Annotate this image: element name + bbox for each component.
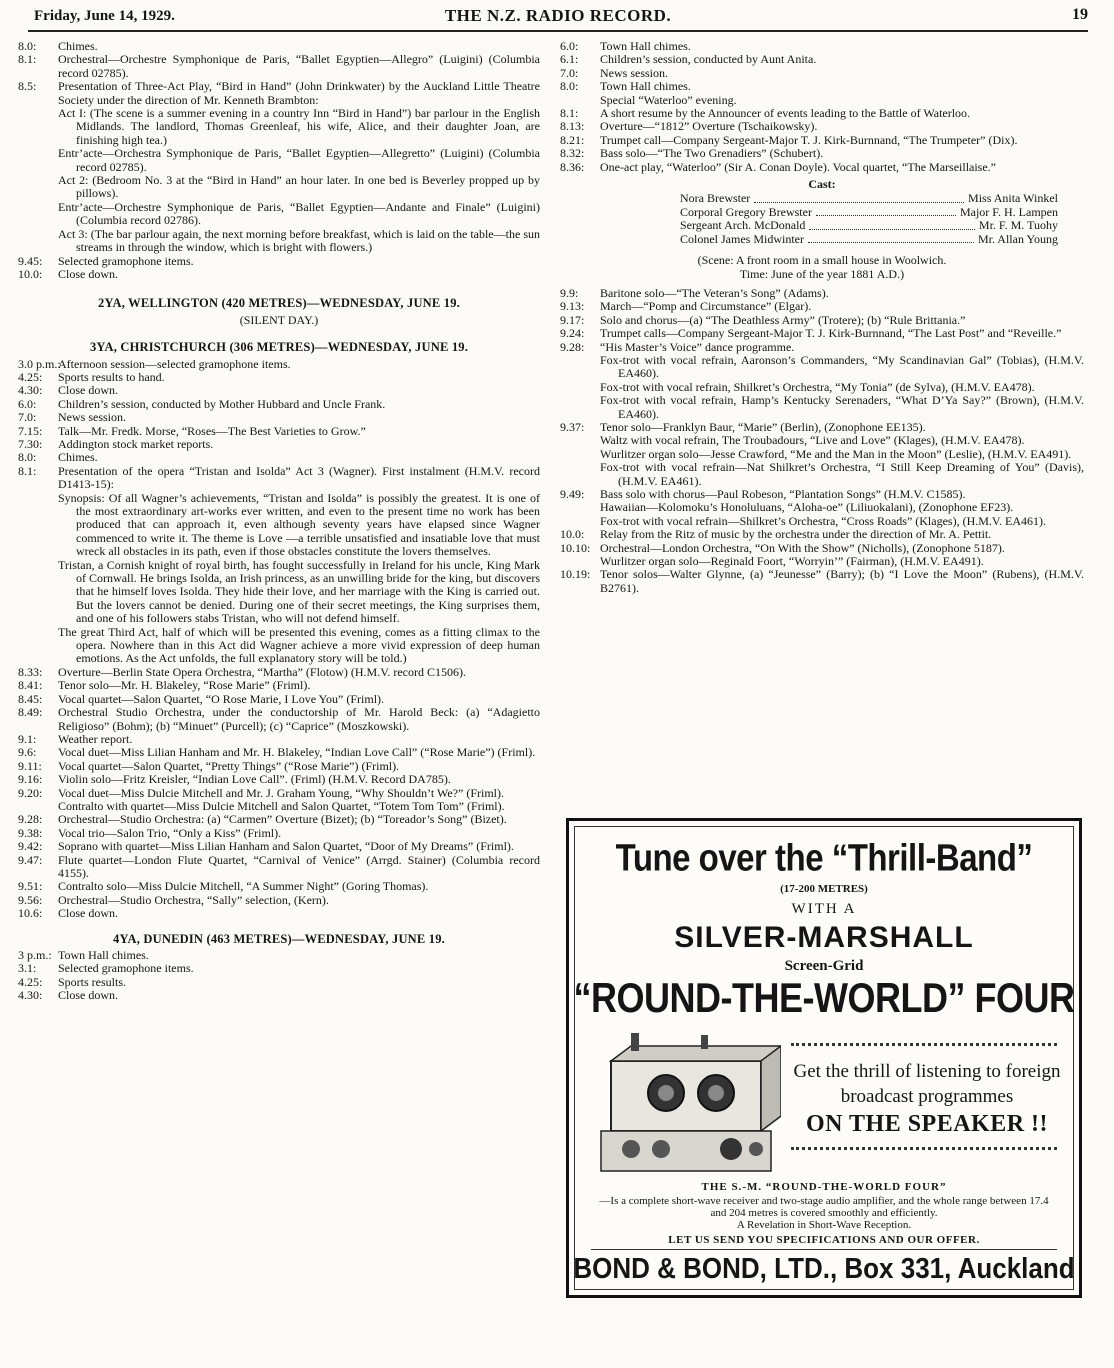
cast-leader-dots bbox=[816, 206, 956, 216]
entry-time: 7.0: bbox=[560, 65, 579, 80]
entry-text: Close down. bbox=[58, 906, 118, 921]
entry-text: Orchestral—Studio Orchestra: (a) “Carmen” Overture (Bizet); (b) “Toreador’s Song” (Bizet). bbox=[58, 812, 507, 827]
entry-text: Overture—“1812” Overture (Tschaikowsky). bbox=[600, 119, 818, 134]
entry-time: 6.0: bbox=[18, 396, 37, 411]
cast-actor: Mr. Allan Young bbox=[977, 231, 1058, 246]
programme-entry bbox=[560, 300, 1084, 313]
entry-time: 9.47: bbox=[18, 852, 43, 867]
header-title: THE N.Z. RADIO RECORD. bbox=[444, 6, 672, 25]
entry-time: 8.36: bbox=[560, 159, 585, 174]
entry-time: 9.37: bbox=[560, 419, 585, 434]
ad-with: WITH A bbox=[791, 901, 857, 917]
dunedin-evening-d bbox=[560, 421, 1084, 434]
page-number: 19 bbox=[1072, 6, 1088, 23]
cast-actor: Miss Anita Winkel bbox=[968, 191, 1058, 206]
entry-time: 9.16: bbox=[18, 772, 43, 787]
entry-text: Town Hall chimes. bbox=[600, 79, 691, 94]
entry-text: Selected gramophone items. bbox=[58, 961, 194, 976]
entry-time: 9.20: bbox=[18, 785, 43, 800]
dunedin-evening-c bbox=[560, 287, 1084, 354]
ad-sm-body: —Is a complete short-wave receiver and two-stage audio amplifier, and the whole range between 17.4 and 204 metres is covered smoothly and efficiently. bbox=[599, 1195, 1049, 1219]
programme-entry bbox=[18, 465, 540, 492]
entry-text: Children’s session, conducted by Mother Hubbard and Uncle Frank. bbox=[58, 396, 386, 411]
programme-note: Fox-trot with vocal refrain—Nat Shilkret’s Orchestra, “I Still Keep Dreaming of You” (Davis), (H.M.V. EA461). bbox=[600, 460, 1084, 488]
dunedin-evening-b bbox=[560, 107, 1084, 174]
entry-time: 4.30: bbox=[18, 383, 43, 398]
programme-entry bbox=[18, 398, 540, 411]
entry-text: Sports results to hand. bbox=[58, 369, 165, 384]
entry-time: 4.25: bbox=[18, 369, 43, 384]
entry-text: Chimes. bbox=[58, 39, 98, 53]
entry-time: 9.45: bbox=[18, 253, 43, 268]
entry-time: 3.1: bbox=[18, 961, 37, 976]
silver-marshall-advertisement bbox=[566, 818, 1082, 1298]
entry-text: Presentation of the opera “Tristan and Isolda” Act 3 (Wagner). First instalment (H.M.V. record D1413-15): bbox=[58, 463, 540, 492]
entry-text: News session. bbox=[600, 65, 668, 80]
entry-text: Orchestral—Studio Orchestra, “Sally” selection, (Kern). bbox=[58, 892, 329, 907]
entry-time: 9.6: bbox=[18, 745, 37, 760]
programme-entry bbox=[18, 358, 540, 371]
programme-note: Fox-trot with vocal refrain, Shilkret’s Orchestra, “My Tonia” (de Sylva), (H.M.V. EA478). bbox=[600, 379, 1035, 394]
cast-row bbox=[680, 233, 1058, 246]
entry-time: 7.0: bbox=[18, 410, 37, 425]
entry-text: News session. bbox=[58, 410, 126, 425]
programme-note: Act 3: (The bar parlour again, the next morning before breakfast, which is laid on the table—the sun streams in through the window, which is bright with flowers.) bbox=[58, 226, 540, 255]
cast-role: Corporal Gregory Brewster bbox=[680, 204, 812, 219]
entry-text: Close down. bbox=[58, 383, 118, 398]
entry-time: 9.17: bbox=[560, 312, 585, 327]
programme-entry bbox=[560, 421, 1084, 434]
programme-entry bbox=[560, 120, 1084, 133]
programme-entry bbox=[18, 949, 540, 962]
entry-time: 7.15: bbox=[18, 423, 43, 438]
cast-leader-dots bbox=[808, 233, 974, 243]
entry-time: 6.0: bbox=[560, 39, 579, 53]
programme-entry bbox=[18, 268, 540, 281]
programme-note: Entr’acte—Orchestra Symphonique de Paris, “Ballet Egyptien—Allegretto” (Luigini) (Columbia record 02785). bbox=[58, 146, 540, 174]
cast-role: Colonel James Midwinter bbox=[680, 231, 804, 246]
entry-time: 10.6: bbox=[18, 906, 43, 921]
programme-entry bbox=[18, 371, 540, 384]
programme-entry bbox=[18, 40, 540, 53]
programme-note: Wurlitzer organ solo—Reginald Foort, “Worryin’” (Fairman), (H.M.V. EA491). bbox=[600, 554, 984, 569]
programme-entry bbox=[560, 40, 1084, 53]
programme-note: Waltz with vocal refrain, The Troubadours, “Live and Love” (Klages), (H.M.V. EA478). bbox=[600, 433, 1025, 448]
entry-text: Solo and chorus—(a) “The Deathless Army” (Trotere); (b) “Rule Brittania.” bbox=[600, 312, 966, 327]
programme-entry bbox=[560, 134, 1084, 147]
entry-text: March—“Pomp and Circumstance” (Elgar). bbox=[600, 299, 812, 314]
entry-text: Violin solo—Fritz Kreisler, “Indian Love Call”. (Friml) (H.M.V. Record DA785). bbox=[58, 772, 451, 787]
entry-time: 9.28: bbox=[560, 339, 585, 354]
ad-company-divider bbox=[591, 1249, 1057, 1250]
entry-text: Town Hall chimes. bbox=[600, 39, 691, 53]
programme-entry bbox=[18, 840, 540, 853]
programme-note: Fox-trot with vocal refrain—Shilkret’s Orchestra, “Cross Roads” (Klages), (H.M.V. EA461). bbox=[600, 513, 1047, 528]
wellington-heading: 2YA, WELLINGTON (420 METRES)—WEDNESDAY, JUNE 19. bbox=[98, 296, 460, 311]
radio-receiver-illustration bbox=[591, 1031, 781, 1181]
entry-text: Weather report. bbox=[58, 731, 133, 746]
entry-text: Tenor solo—Franklyn Baur, “Marie” (Berlin), (Zonophone EE135). bbox=[600, 419, 926, 434]
programme-entry bbox=[560, 107, 1084, 120]
entry-text: Town Hall chimes. bbox=[58, 948, 149, 962]
christchurch-programme-b bbox=[18, 666, 540, 800]
entry-text: Orchestral Studio Orchestra, under the conductorship of Mr. Harold Beck: (a) “Adagietto Religioso” (Bohm); (b) “Minuet” (Purcell); (c) “Caprice” (Moszkowski). bbox=[58, 705, 540, 733]
programme-entry bbox=[18, 425, 540, 438]
programme-note: Wurlitzer organ solo—Jesse Crawford, “Me and the Man in the Moon” (Leslie), (H.M.V. EA491). bbox=[600, 446, 1072, 461]
entry-text: Vocal quartet—Salon Quartet, “O Rose Marie, I Love You” (Friml). bbox=[58, 691, 385, 706]
ad-headline: Tune over the “Thrill-Band” bbox=[615, 836, 1033, 879]
programme-entry bbox=[18, 451, 540, 464]
programme-entry bbox=[18, 706, 540, 733]
dunedin-evening-g bbox=[560, 568, 1084, 595]
entry-time: 9.13: bbox=[560, 299, 585, 314]
programme-entry bbox=[18, 384, 540, 397]
entry-time: 9.1: bbox=[18, 731, 37, 746]
scene-note: (Scene: A front room in a small house in Woolwich. bbox=[697, 253, 947, 268]
programme-entry bbox=[18, 255, 540, 268]
programme-entry bbox=[560, 488, 1084, 501]
entry-time: 10.0: bbox=[18, 266, 43, 281]
entry-text: Afternoon session—selected gramophone items. bbox=[58, 356, 291, 371]
entry-text: Orchestral—Orchestre Symphonique de Paris, “Ballet Egyptien—Allegro” (Luigini) (Columbia record 02785). bbox=[58, 52, 540, 80]
entry-text: One-act play, “Waterloo” (Sir A. Conan Doyle). Vocal quartet, “The Marseillaise.” bbox=[600, 159, 997, 174]
programme-entry bbox=[18, 773, 540, 786]
cast-actor: Major F. H. Lampen bbox=[959, 204, 1058, 219]
programme-entry bbox=[560, 80, 1084, 93]
entry-time: 10.10: bbox=[560, 540, 591, 555]
programme-entry bbox=[18, 962, 540, 975]
ad-call-to-action: LET US SEND YOU SPECIFICATIONS AND OUR OFFER. bbox=[668, 1234, 980, 1246]
programme-entry bbox=[18, 907, 540, 920]
auckland-programme-a bbox=[18, 40, 540, 107]
entry-text: Tenor solos—Walter Glynne, (a) “Jeunesse” (Barry); (b) “I Love the Moon” (Rubens), (H.M.V. B2761). bbox=[600, 567, 1084, 595]
wellington-silent-day: (SILENT DAY.) bbox=[239, 312, 319, 327]
entry-text: Flute quartet—London Flute Quartet, “Carnival of Venice” (Arrgd. Stainer) (Columbia record 4155). bbox=[58, 852, 540, 880]
entry-text: Talk—Mr. Fredk. Morse, “Roses—The Best Varieties to Grow.” bbox=[58, 423, 366, 438]
programme-entry bbox=[18, 733, 540, 746]
entry-time: 7.30: bbox=[18, 436, 43, 451]
programme-note: Hawaiian—Kolomoku’s Honoluluans, “Aloha-oe” (Liliuokalani), (Zonophone EF23). bbox=[600, 500, 1014, 515]
entry-time: 8.1: bbox=[18, 52, 37, 67]
cast-row bbox=[680, 206, 1058, 219]
entry-time: 9.24: bbox=[560, 326, 585, 341]
entry-text: Children’s session, conducted by Aunt Anita. bbox=[600, 52, 817, 67]
dunedin-evening-e bbox=[560, 488, 1084, 501]
programme-note: Tristan, a Cornish knight of royal birth, has fought successfully in Ireland for his uncle, King Mark of Cornwall. He brings Isolda, an Irish princess, as an unwilling bride for the king, but discovers that he himself loves Isolda. They hide their love, and her marriage with the King is carried out. But the lovers cannot be denied. During one of their secret meetings, the King surprises them, and one of his followers stabs Tristan, who will not defend himself. bbox=[58, 557, 540, 626]
entry-text: Baritone solo—“The Veteran’s Song” (Adams). bbox=[600, 285, 829, 300]
programme-entry bbox=[18, 438, 540, 451]
christchurch-programme-a bbox=[18, 358, 540, 492]
dance-programme-d bbox=[560, 555, 1084, 568]
cast-heading: Cast: bbox=[808, 177, 836, 192]
ad-metres: (17-200 METRES) bbox=[780, 883, 868, 895]
programme-entry bbox=[560, 568, 1084, 595]
dunedin-heading: 4YA, DUNEDIN (463 METRES)—WEDNESDAY, JUNE 19. bbox=[113, 931, 445, 946]
programme-entry bbox=[560, 53, 1084, 66]
entry-time: 6.1: bbox=[560, 52, 579, 67]
entry-time: 8.13: bbox=[560, 119, 585, 134]
christchurch-heading: 3YA, CHRISTCHURCH (306 METRES)—WEDNESDAY, JUNE 19. bbox=[89, 340, 469, 355]
auckland-play-acts bbox=[18, 107, 540, 254]
entry-text: Soprano with quartet—Miss Lilian Hanham and Salon Quartet, “Door of My Dreams” (Friml). bbox=[58, 839, 514, 854]
programme-entry bbox=[18, 880, 540, 893]
programme-entry bbox=[560, 287, 1084, 300]
entry-time: 8.0: bbox=[18, 39, 37, 53]
entry-text: Sports results. bbox=[58, 974, 127, 989]
programme-entry bbox=[18, 813, 540, 826]
entry-time: 8.0: bbox=[560, 79, 579, 94]
programme-note: Act I: (The scene is a summer evening in a country Inn “Bird in Hand”) bar parlour in the English Midlands. The landlord, Thomas Greenleaf, his wife, Alice, and their daughter Joan, are finishing high tea.) bbox=[58, 106, 540, 147]
entry-text: Trumpet calls—Company Sergeant-Major T. J. Kirk-Burnnand, “The Last Post” and “Reveille.” bbox=[600, 326, 1062, 341]
programme-entry bbox=[560, 542, 1084, 555]
programme-entry bbox=[560, 161, 1084, 174]
entry-time: 9.28: bbox=[18, 812, 43, 827]
entry-time: 3.0 p.m.: bbox=[18, 356, 61, 371]
dance-programme-a bbox=[560, 354, 1084, 421]
christchurch-programme-c bbox=[18, 813, 540, 920]
ad-on-the-speaker: ON THE SPEAKER !! bbox=[805, 1111, 1049, 1137]
waterloo-special: Special “Waterloo” evening. bbox=[600, 92, 737, 107]
programme-entry bbox=[18, 894, 540, 907]
entry-time: 8.41: bbox=[18, 678, 43, 693]
entry-text: Bass solo with chorus—Paul Robeson, “Plantation Songs” (H.M.V. C1585). bbox=[600, 487, 966, 501]
entry-text: Relay from the Ritz of music by the orchestra under the direction of Mr. A. Pettit. bbox=[600, 527, 992, 542]
entry-time: 9.42: bbox=[18, 839, 43, 854]
entry-time: 3 p.m.: bbox=[18, 948, 52, 962]
ad-dotted-rule-bottom bbox=[791, 1147, 1057, 1150]
programme-entry bbox=[560, 67, 1084, 80]
entry-text: Addington stock market reports. bbox=[58, 436, 214, 451]
entry-time: 9.51: bbox=[18, 879, 43, 894]
entry-text: Vocal quartet—Salon Quartet, “Pretty Things” (“Rose Marie”) (Friml). bbox=[58, 758, 400, 773]
programme-entry bbox=[18, 787, 540, 800]
christchurch-synopsis bbox=[18, 492, 540, 666]
cast-actor: Mr. F. M. Tuohy bbox=[978, 218, 1058, 233]
cast-row bbox=[680, 192, 1058, 205]
programme-entry bbox=[18, 53, 540, 80]
ad-company: BOND & BOND, LTD., Box 331, Auckland bbox=[573, 1251, 1075, 1285]
left-column bbox=[18, 40, 540, 1003]
entry-time: 10.19: bbox=[560, 567, 591, 582]
entry-text: Vocal trio—Salon Trio, “Only a Kiss” (Friml). bbox=[58, 825, 282, 840]
entry-text: Trumpet call—Company Sergeant-Major T. J. Kirk-Burnnand, “The Trumpeter” (Dix). bbox=[600, 132, 1018, 147]
programme-entry bbox=[560, 341, 1084, 354]
entry-time: 10.0: bbox=[560, 527, 585, 542]
entry-text: Contralto solo—Miss Dulcie Mitchell, “A Summer Night” (Goring Thomas). bbox=[58, 879, 429, 894]
entry-time: 8.45: bbox=[18, 691, 43, 706]
cast-row bbox=[680, 219, 1058, 232]
cast-list bbox=[560, 192, 1084, 246]
programme-entry bbox=[18, 666, 540, 679]
ad-product-name: “ROUND-THE-WORLD” FOUR bbox=[573, 973, 1075, 1021]
programme-entry bbox=[560, 147, 1084, 160]
ad-get-thrill: Get the thrill of listening to foreign broadcast programmes bbox=[793, 1061, 1061, 1107]
entry-time: 9.38: bbox=[18, 825, 43, 840]
entry-time: 9.56: bbox=[18, 892, 43, 907]
programme-entry bbox=[18, 760, 540, 773]
programme-entry bbox=[560, 327, 1084, 340]
dunedin-evening-f bbox=[560, 528, 1084, 555]
entry-time: 8.32: bbox=[560, 146, 585, 161]
cast-role: Sergeant Arch. McDonald bbox=[680, 218, 806, 233]
entry-text: Bass solo—“The Two Grenadiers” (Schubert). bbox=[600, 146, 824, 161]
entry-text: A short resume by the Announcer of events leading to the Battle of Waterloo. bbox=[600, 106, 971, 121]
entry-text: Orchestral—London Orchestra, “On With the Show” (Nicholls), (Zonophone 5187). bbox=[600, 540, 1005, 555]
programme-note: Act 2: (Bedroom No. 3 at the “Bird in Hand” an hour later. In one bed is Beverley propped up by pillows). bbox=[58, 173, 540, 201]
entry-text: Selected gramophone items. bbox=[58, 253, 194, 268]
entry-text: Chimes. bbox=[58, 450, 98, 465]
entry-time: 9.49: bbox=[560, 487, 585, 501]
entry-time: 4.25: bbox=[18, 974, 43, 989]
entry-time: 8.49: bbox=[18, 705, 43, 720]
cast-role: Nora Brewster bbox=[680, 191, 751, 206]
programme-note: Synopsis: Of all Wagner’s achievements, “Tristan and Isolda” is possibly the greatest. It is one of the most extraordinary art-works ever written, and even to the present time no work has been produced that can approach it, even although seventy years have elapsed since Wagner commenced to write it. The theme is Love —a terrible unsatisfied and insatiable love that must wreck all obstacles in its path, even if those obstacles constitute the lovers themselves. bbox=[58, 490, 540, 559]
entry-text: “His Master’s Voice” dance programme. bbox=[600, 339, 795, 354]
christchurch-contralto: Contralto with quartet—Miss Dulcie Mitchell and Salon Quartet, “Totem Tom Tom” (Friml). bbox=[58, 798, 505, 813]
programme-note: Entr’acte—Orchestre Symphonique de Paris, “Ballet Egyptien—Andante and Finale” (Luigini) (Columbia record 02786). bbox=[58, 199, 540, 228]
entry-text: Close down. bbox=[58, 266, 118, 281]
header-date: Friday, June 14, 1929. bbox=[34, 8, 175, 24]
entry-text: Vocal duet—Miss Dulcie Mitchell and Mr. J. Graham Young, “Why Shouldn’t We?” (Friml). bbox=[58, 785, 504, 800]
ad-brand: SILVER-MARSHALL bbox=[674, 921, 974, 954]
entry-text: Vocal duet—Miss Lilian Hanham and Mr. H. Blakeley, “Indian Love Call” (“Rose Marie”) (Friml). bbox=[58, 745, 536, 760]
programme-entry bbox=[18, 854, 540, 881]
programme-entry bbox=[18, 989, 540, 1002]
entry-text: Presentation of Three-Act Play, “Bird in Hand” (John Drinkwater) by the Auckland Little Theatre Society under the direction of Mr. Kenneth Brambton: bbox=[58, 79, 540, 107]
dance-programme-b bbox=[560, 434, 1084, 488]
programme-entry bbox=[560, 314, 1084, 327]
programme-entry bbox=[18, 411, 540, 424]
programme-note: The great Third Act, half of which will be presented this evening, comes as a fitting climax to the opera. Nowhere than in this Act did Wagner achieve a more vivid expression of deep human emotions. As the Act unfolds, the full explanatory story will be told.) bbox=[58, 624, 540, 666]
entry-time: 8.1: bbox=[18, 463, 37, 478]
entry-time: 8.5: bbox=[18, 79, 37, 94]
programme-entry bbox=[18, 679, 540, 692]
dance-programme-c bbox=[560, 501, 1084, 528]
entry-time: 8.33: bbox=[18, 664, 43, 679]
entry-time: 9.9: bbox=[560, 285, 579, 300]
programme-note: Fox-trot with vocal refrain, Hamp’s Kentucky Serenaders, “What D’Ya Say?” (Brown), (H.M.V. EA460). bbox=[600, 393, 1084, 421]
cast-leader-dots bbox=[809, 219, 975, 229]
ad-screen-grid: Screen-Grid bbox=[784, 958, 864, 974]
entry-time: 8.0: bbox=[18, 450, 37, 465]
entry-text: Overture—Berlin State Opera Orchestra, “Martha” (Flotow) (H.M.V. record C1506). bbox=[58, 664, 466, 679]
right-column bbox=[560, 40, 1084, 595]
dunedin-evening-a bbox=[560, 40, 1084, 94]
programme-entry bbox=[560, 528, 1084, 541]
ad-sm-revelation: A Revelation in Short-Wave Reception. bbox=[736, 1219, 912, 1231]
programme-entry bbox=[18, 976, 540, 989]
dunedin-programme bbox=[18, 949, 540, 1003]
entry-time: 9.11: bbox=[18, 758, 42, 773]
cast-leader-dots bbox=[754, 192, 964, 202]
programme-entry bbox=[18, 827, 540, 840]
page-header bbox=[28, 6, 1088, 32]
entry-text: Close down. bbox=[58, 988, 118, 1003]
entry-time: 8.21: bbox=[560, 132, 585, 147]
entry-time: 8.1: bbox=[560, 106, 579, 121]
programme-entry bbox=[18, 746, 540, 759]
auckland-programme-end bbox=[18, 255, 540, 282]
programme-note: Fox-trot with vocal refrain, Aaronson’s Commanders, “My Scandinavian Gal” (Tobias), (H.M.V. EA460). bbox=[600, 352, 1084, 381]
entry-text: Tenor solo—Mr. H. Blakeley, “Rose Marie” (Friml). bbox=[58, 678, 311, 693]
time-note: Time: June of the year 1881 A.D.) bbox=[739, 266, 905, 281]
ad-dotted-rule-top bbox=[791, 1043, 1057, 1046]
programme-entry bbox=[18, 693, 540, 706]
entry-time: 4.30: bbox=[18, 988, 43, 1003]
ad-sm-heading: THE S.-M. “ROUND-THE-WORLD FOUR” bbox=[701, 1181, 947, 1193]
programme-entry bbox=[18, 80, 540, 107]
